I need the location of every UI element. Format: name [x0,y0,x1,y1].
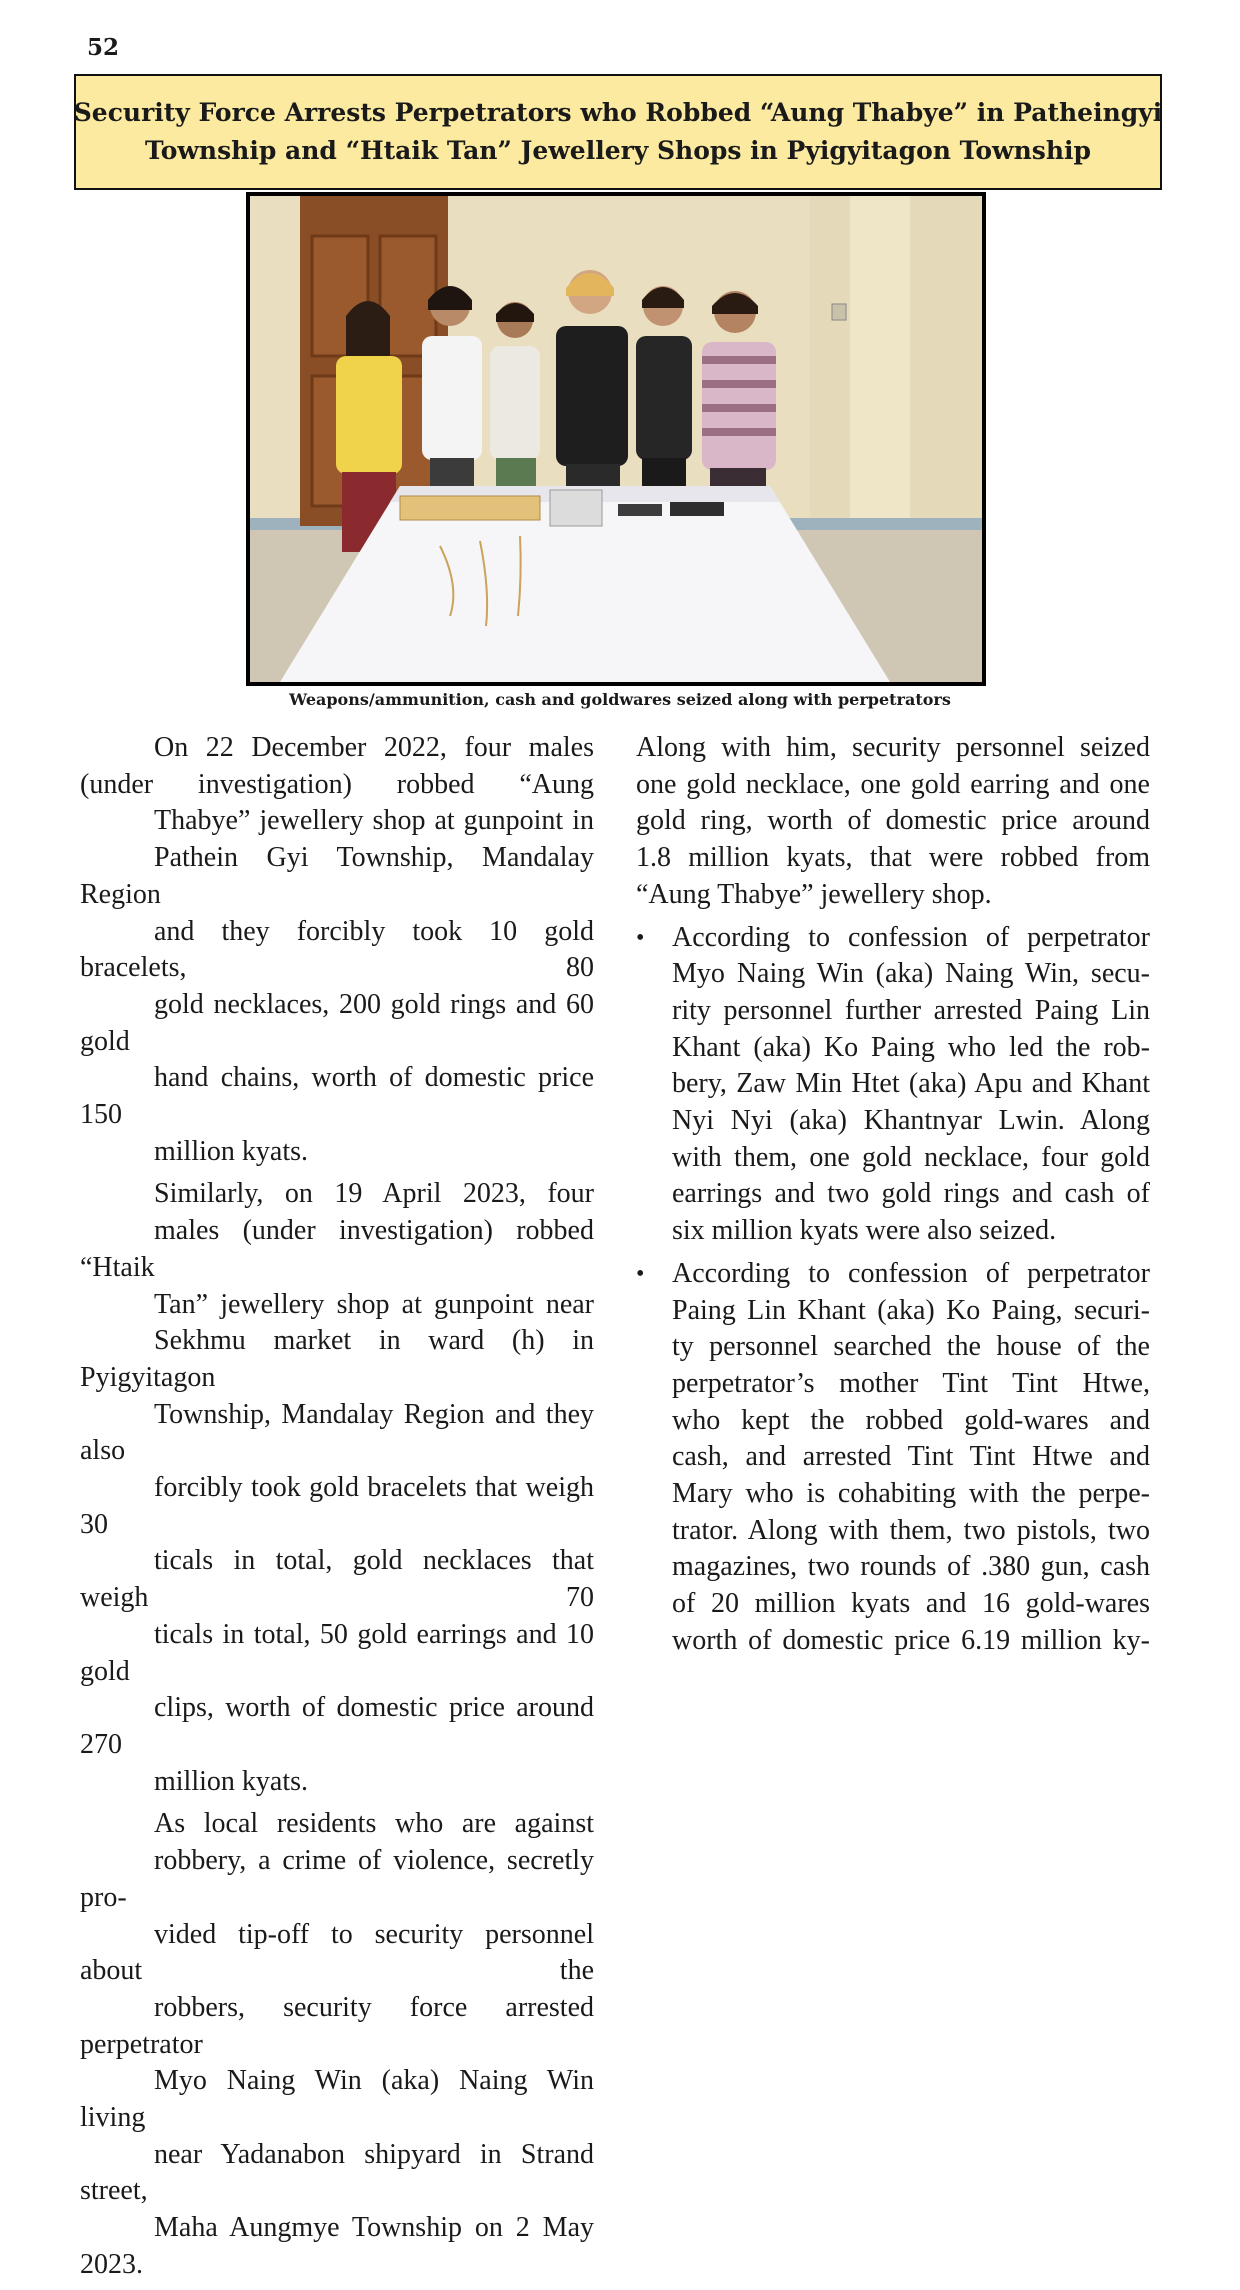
text-line: ty personnel searched the house of the [672,1331,1150,1363]
text-line: Pathein Gyi Township, Mandalay Region [80,842,594,910]
text-line: hand chains, worth of domestic price 150 [80,1062,594,1131]
text-line: million kyats. [154,1765,308,1797]
text-line: robbery, a crime of violence, secretly pro- [80,1845,594,1913]
bullet-item [636,920,1150,1250]
text-line: of 20 million kyats and 16 gold-wares [672,1588,1150,1620]
title-line-2: Township and “Htaik Tan” Jewellery Shops in Pyigyitagon Township [145,136,1091,165]
text-line: ticals in total, 50 gold earrings and 10 gold [80,1618,594,1687]
bullet-icon: • [636,924,645,951]
text-line: Mary who is cohabiting with the perpe- [672,1478,1150,1510]
text-line: Nyi Nyi (aka) Khantnyar Lwin. Along [672,1105,1150,1137]
text-line: forcibly took gold bracelets that weigh 30 [80,1472,594,1540]
text-line: Maha Aungmye Township on 2 May 2023. [80,2212,594,2280]
group-photo-illustration [250,196,982,682]
news-photo [246,192,986,686]
photo-caption: Weapons/ammunition, cash and goldwares seized along with perpetrators [289,690,951,709]
text-line: As local residents who are against [154,1808,594,1840]
text-line: Sekhmu market in ward (h) in Pyigyitagon [80,1325,594,1393]
text-line: gold ring, worth of domestic price around [636,805,1150,837]
text-line: “Aung Thabye” jewellery shop. [636,878,992,910]
text-line: near Yadanabon shipyard in Strand street, [80,2138,594,2207]
text-line: Tan” jewellery shop at gunpoint near [154,1288,594,1320]
text-line: bery, Zaw Min Htet (aka) Apu and Khant [672,1068,1150,1100]
text-line: gold necklaces, 200 gold rings and 60 gold [80,988,594,1057]
text-line: 1.8 million kyats, that were robbed from [636,842,1150,874]
text-line: perpetrator’s mother Tint Tint Htwe, [672,1367,1150,1399]
text-line: robbers, security force arrested perpetrator [80,1991,594,2060]
title-banner [74,74,1162,190]
text-line: and they forcibly took 10 gold bracelets, 80 [80,915,594,984]
text-line: On 22 December 2022, four males [154,732,594,763]
paragraph-seizure [636,730,1150,914]
text-line: worth of domestic price 6.19 million ky- [672,1624,1150,1656]
page-number: 52 [87,34,120,61]
right-column [636,730,1150,1666]
text-line: cash, and arrested Tint Tint Htwe and [672,1441,1150,1473]
text-line: vided tip-off to security personnel about the [80,1918,594,1987]
text-line: clips, worth of domestic price around 270 [80,1692,594,1760]
text-line: Myo Naing Win (aka) Naing Win living [80,2065,594,2134]
text-line: According to confession of perpetrator [672,1257,1150,1289]
text-line: six million kyats were also seized. [672,1215,1057,1247]
text-line: magazines, two rounds of .380 gun, cash [672,1551,1150,1583]
text-line: (under investigation) robbed “Aung [80,768,594,800]
paragraph-arrest [80,1806,594,2283]
text-line: Paing Lin Khant (aka) Ko Paing, securi- [672,1294,1150,1326]
text-line: Similarly, on 19 April 2023, four [154,1178,594,1210]
text-line: Along with him, security personnel seized [636,732,1150,763]
text-line: Thabye” jewellery shop at gunpoint in [154,805,594,837]
text-line: one gold necklace, one gold earring and one [636,768,1150,800]
text-line: with them, one gold necklace, four gold [672,1141,1150,1173]
text-line: males (under investigation) robbed “Htaik [80,1215,594,1283]
text-line: Myo Naing Win (aka) Naing Win, secu- [672,958,1150,990]
paragraph-robbery-1 [80,730,594,1170]
text-line: who kept the robbed gold-wares and [672,1404,1150,1436]
paragraph-robbery-2 [80,1176,594,1800]
text-line: ticals in total, gold necklaces that weigh 70 [80,1545,594,1614]
text-line: rity personnel further arrested Paing Lin [672,994,1150,1026]
text-line: Township, Mandalay Region and they also [80,1398,594,1467]
text-line: million kyats. [154,1135,308,1167]
title-line-1: Security Force Arrests Perpetrators who Robbed “Aung Thabye” in Patheingyi [73,98,1163,127]
left-column [80,730,594,2290]
text-line: According to confession of perpetrator [672,921,1150,953]
bullet-icon: • [636,1260,645,1287]
text-line: Khant (aka) Ko Paing who led the rob- [672,1031,1150,1063]
text-line: earrings and two gold rings and cash of [672,1178,1150,1210]
bullet-item [636,1256,1150,1660]
text-line: trator. Along with them, two pistols, two [672,1514,1150,1546]
